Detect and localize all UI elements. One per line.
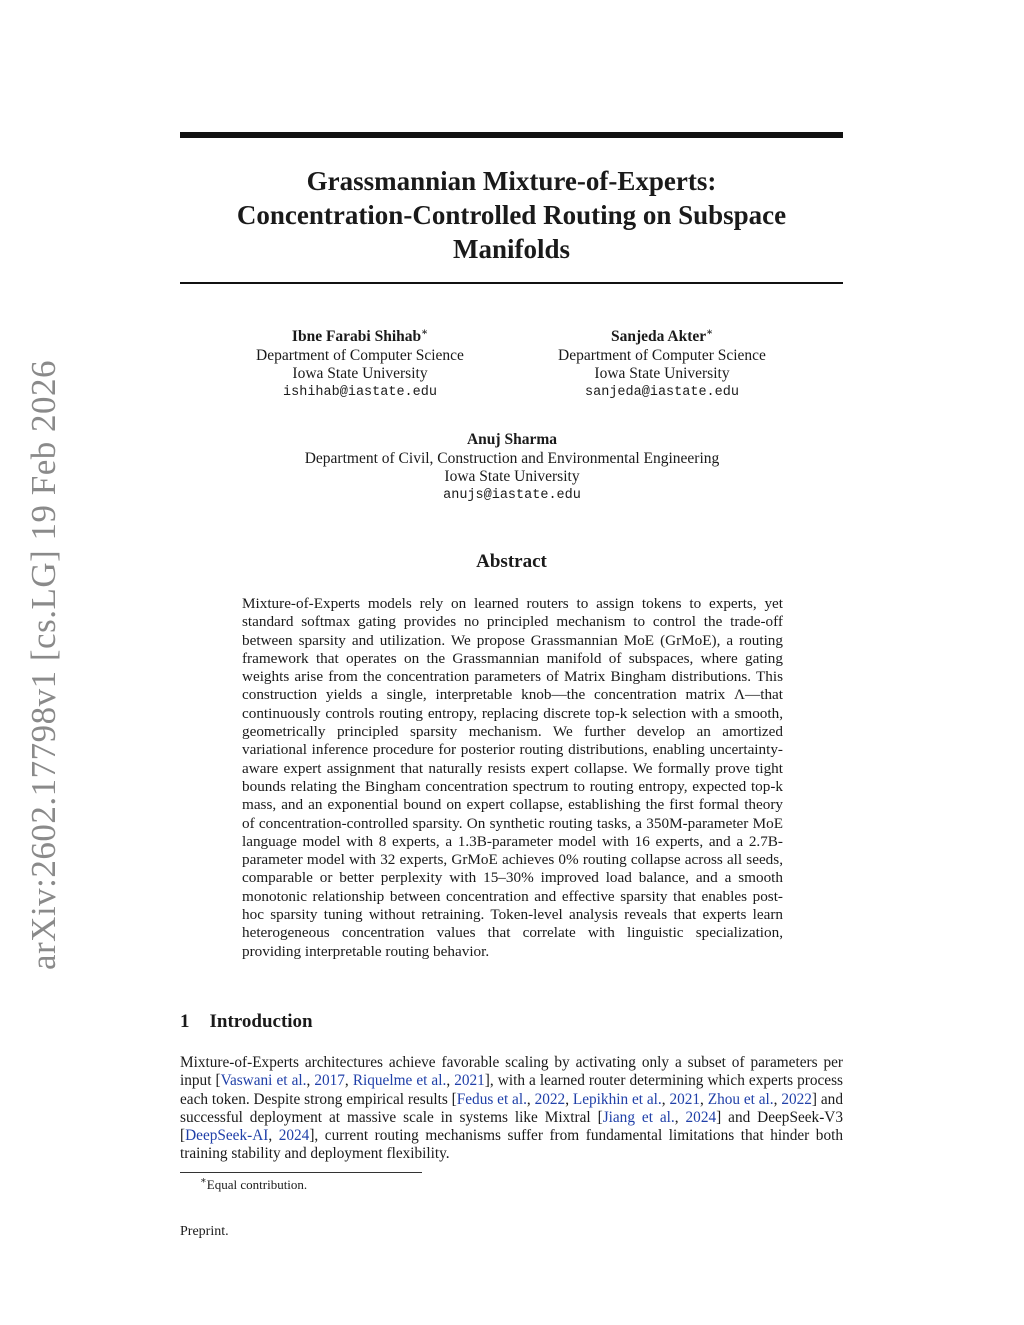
preprint-footer: Preprint.	[180, 1224, 229, 1239]
introduction-paragraph: Mixture-of-Experts architectures achieve favorable scaling by activating only a subset of parameters per input [Vaswani et al., 2017, Riquelme et al., 2021], with a learned router determining which experts process each token. Despite strong empirical results [Fedus et al., 2022, Lepikhin et al., 2021, Zhou et al., 2022] and successful deployment at massive scale in systems like Mixtral [Jiang et al., 2024] and DeepSeek-V3 [DeepSeek-AI, 2024], current routing mechanisms suffer from fundamental limitations that hinder both training stability and deployment flexibility.	[180, 1054, 844, 1163]
citation-link[interactable]: Vaswani et al.	[220, 1072, 307, 1090]
author-email: anujs@iastate.edu	[443, 487, 581, 503]
author-email: sanjeda@iastate.edu	[585, 384, 739, 400]
author-university: Iowa State University	[292, 365, 428, 382]
abstract-text: Mixture-of-Experts models rely on learned routers to assign tokens to experts, yet standard softmax gating provides no principled mechanism to control the trade-off between sparsity and utilization. We propose Grassmannian MoE (GrMoE), a routing framework that operates on the Grassmannian manifold of subspaces, where gating weights arise from the concentration parameters of Matrix Bingham distributions. This construction yields a single, interpretable knob—the concentration matrix Λ—that continuously controls routing entropy, replacing discrete top-k selection with a smooth, geometrically principled sparsity mechanism. We further develop an amortized variational inference procedure for posterior routing distributions, enabling uncertainty-aware expert assignment that naturally resists expert collapse. We formally prove tight bounds relating the Bingham concentration spectrum to routing entropy, expected top-k mass, and an exponential bound on expert collapse, establishing the first formal theory of concentration-controlled sparsity. On synthetic routing tasks, a 350M-parameter MoE language model with 8 experts, a 1.3B-parameter model with 16 experts, and a 2.7B-parameter model with 32 experts, GrMoE achieves 0% routing collapse across all seeds, comparable or better perplexity with 15–30% improved load balance, and a smooth monotonic relationship between concentration and effective sparsity that enables post-hoc sparsity tuning without retraining. Token-level analysis reveals that experts learn heterogeneous concentration values that correlate with linguistic specialization, providing interpretable routing behavior.	[242, 595, 783, 960]
author-name: Sanjeda Akter∗	[610, 326, 714, 345]
citation-link[interactable]: Fedus et al.	[456, 1090, 527, 1108]
citation-link[interactable]: 2017	[314, 1072, 345, 1090]
citation-link[interactable]: DeepSeek-AI	[185, 1127, 269, 1145]
citation-link[interactable]: 2024	[278, 1127, 310, 1145]
section-number: 1	[180, 1011, 190, 1032]
author-department: Department of Computer Science	[256, 346, 464, 364]
author-email: ishihab@iastate.edu	[283, 384, 437, 400]
citation-link[interactable]: 2022	[781, 1090, 812, 1108]
abstract-heading: Abstract	[476, 551, 547, 572]
footnote	[200, 1177, 307, 1193]
author-university: Iowa State University	[444, 468, 580, 485]
title-bottom-rule	[180, 282, 843, 284]
footnote-rule	[180, 1172, 422, 1173]
author-university: Iowa State University	[594, 365, 730, 382]
title-line-2: Concentration-Controlled Routing on Subspace	[236, 200, 787, 230]
paper-title	[180, 164, 843, 266]
author-department: Department of Civil, Construction and Environmental Engineering	[304, 449, 720, 467]
citation-link[interactable]: Jiang et al.	[602, 1108, 675, 1126]
author-department: Department of Computer Science	[558, 346, 766, 364]
arxiv-identifier: arXiv:2602.17798v1 [cs.LG] 19 Feb 2026	[24, 359, 64, 970]
citation-link[interactable]: Riquelme et al.	[352, 1072, 447, 1090]
citation-link[interactable]: 2021	[454, 1072, 485, 1090]
title-line-1: Grassmannian Mixture-of-Experts:	[306, 166, 717, 196]
author-name: Anuj Sharma	[466, 431, 557, 448]
citation-link[interactable]: 2022	[534, 1090, 566, 1108]
author-block-1	[220, 328, 500, 402]
citation-link[interactable]: Lepikhin et al.	[572, 1090, 662, 1108]
citation-link[interactable]: Zhou et al.	[707, 1090, 774, 1108]
citation-link[interactable]: 2021	[669, 1090, 701, 1108]
author-block-3	[242, 431, 782, 505]
author-name: Ibne Farabi Shihab∗	[291, 326, 429, 345]
section-heading-introduction	[180, 1011, 313, 1033]
arxiv-side-stamp	[14, 359, 74, 970]
section-title: Introduction	[209, 1011, 313, 1032]
footnote-mark: ∗	[200, 1175, 207, 1187]
author-block-2	[522, 328, 802, 402]
footnote-text: Equal contribution.	[206, 1177, 308, 1192]
citation-link[interactable]: 2024	[685, 1108, 717, 1126]
title-line-3: Manifolds	[452, 234, 571, 264]
title-top-rule	[180, 132, 843, 138]
